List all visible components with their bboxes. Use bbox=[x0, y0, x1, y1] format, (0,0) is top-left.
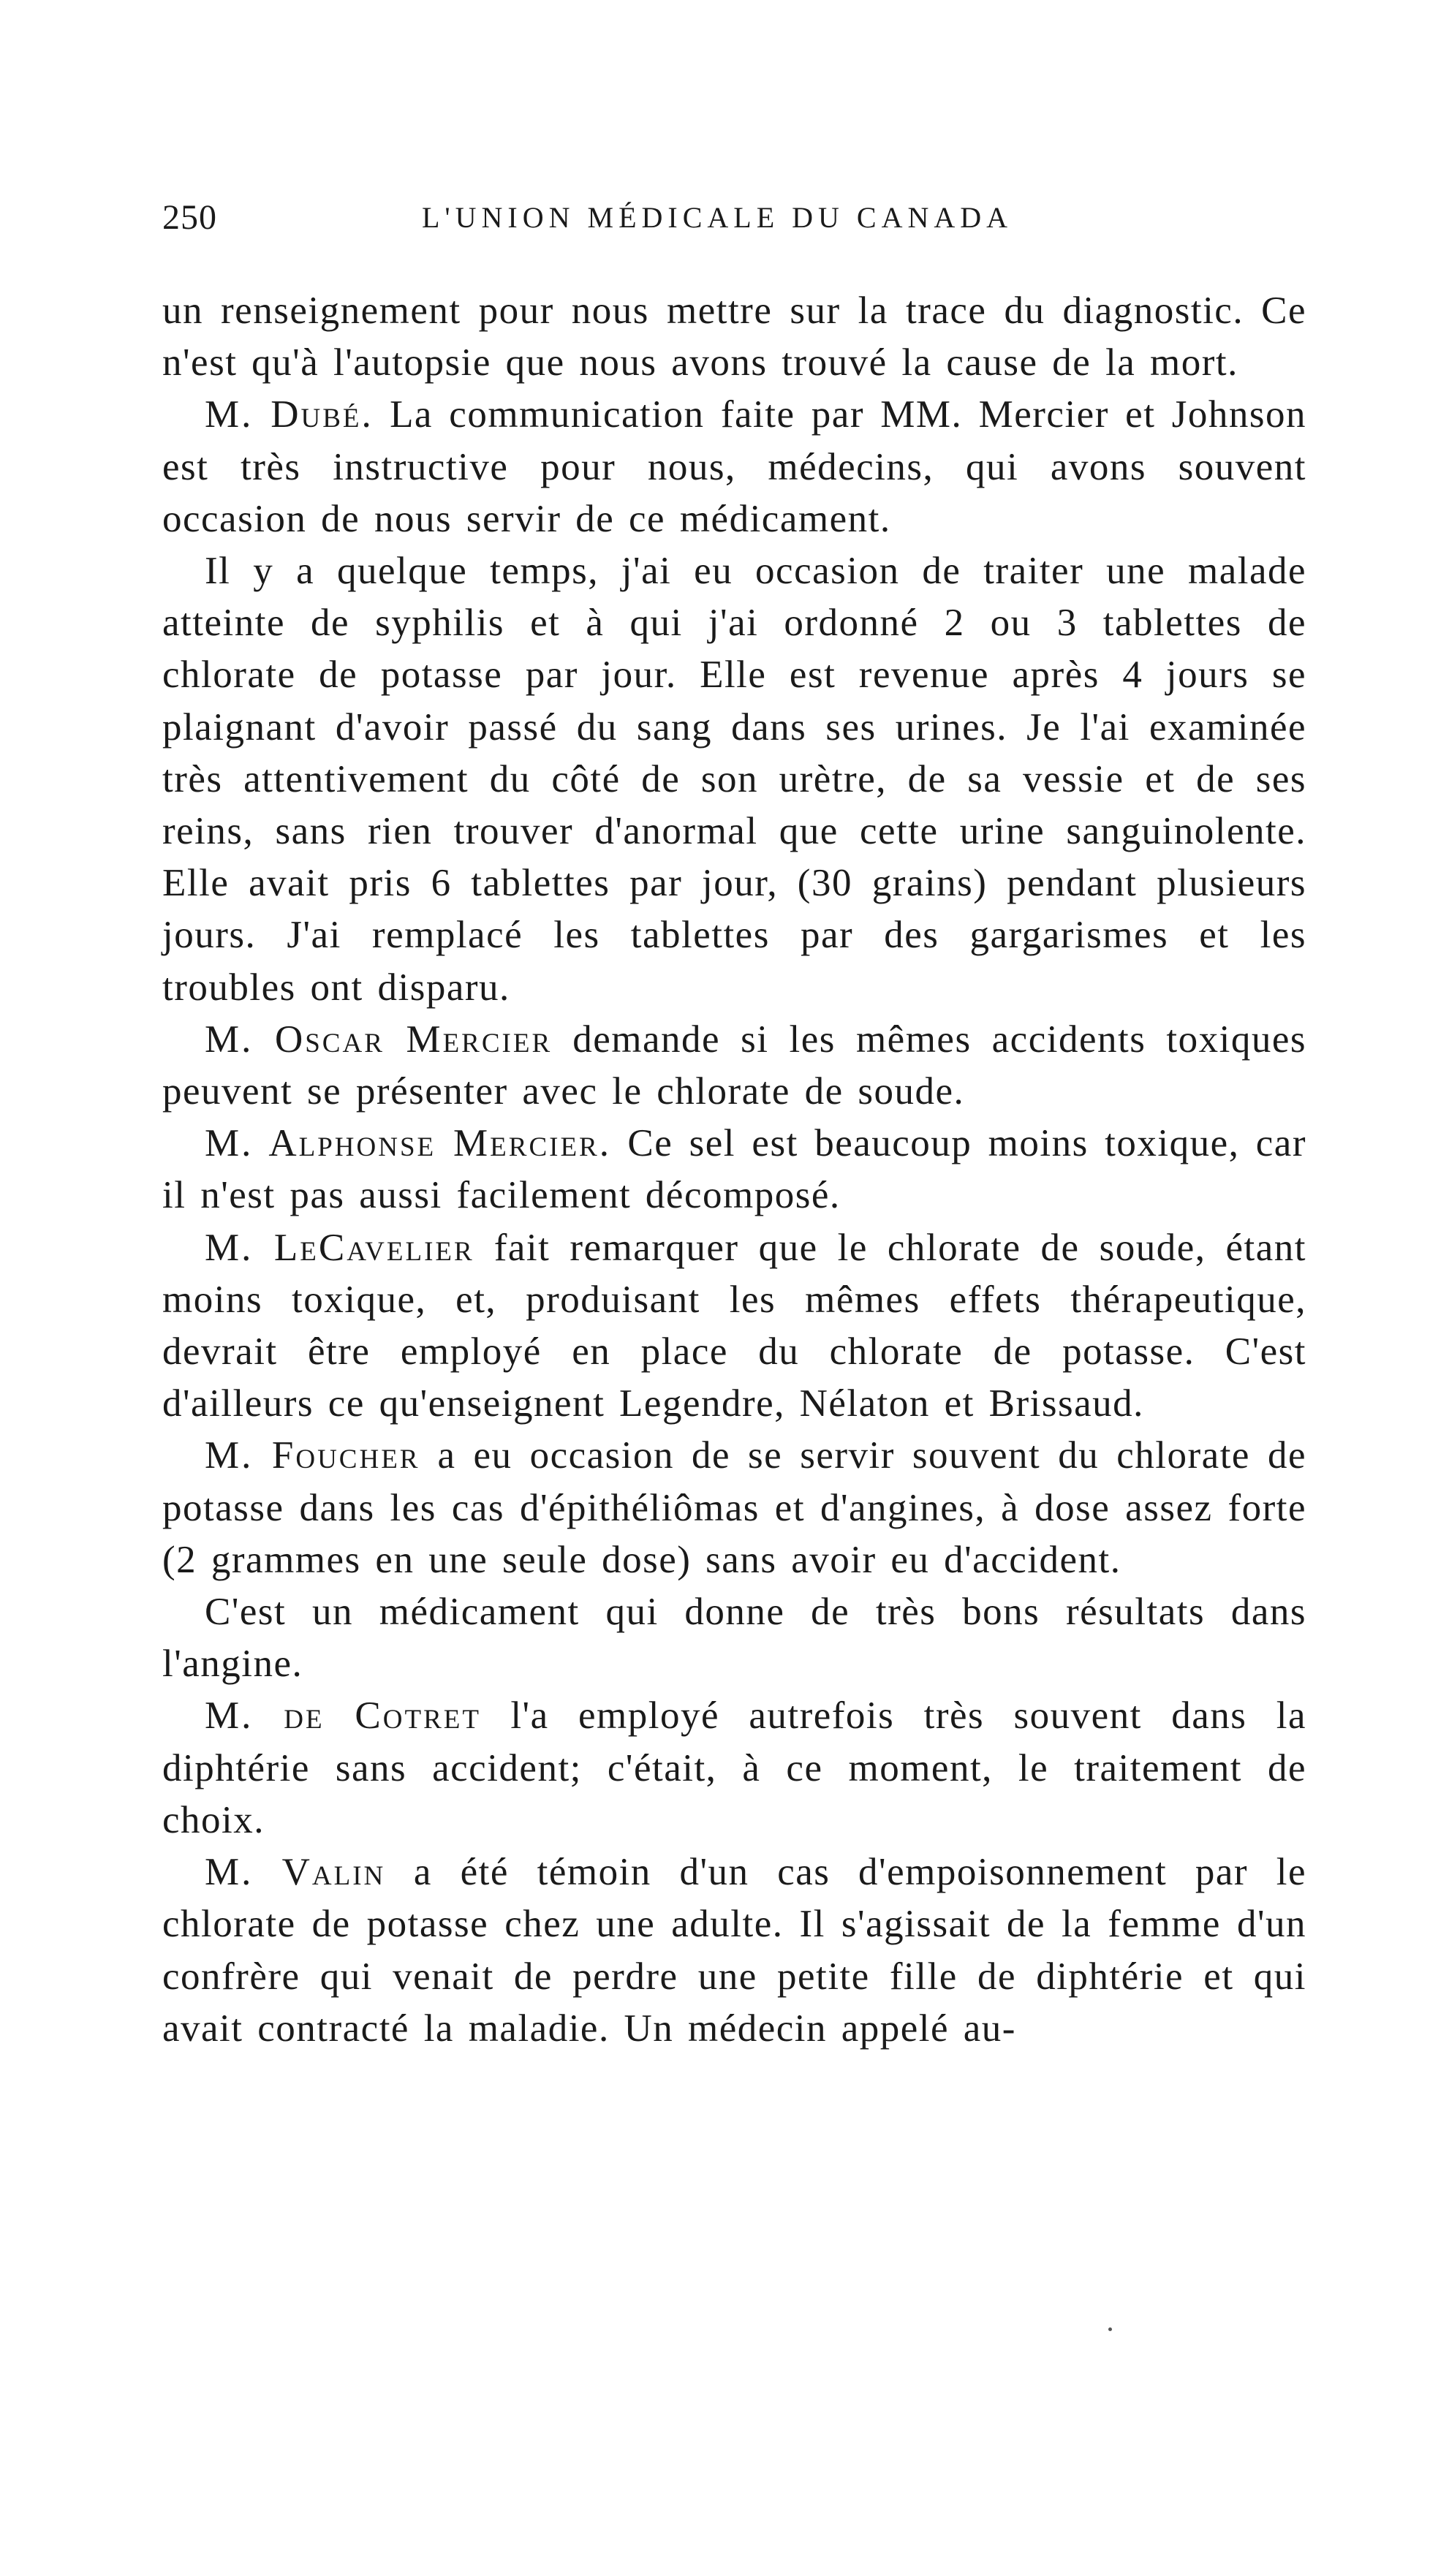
speaker-name: M. Valin bbox=[205, 1851, 386, 1894]
paragraph bbox=[162, 1586, 1306, 1690]
speaker-name: M. Foucher bbox=[205, 1434, 420, 1477]
speaker-name: M. Dubé. bbox=[205, 393, 374, 436]
paragraph-text: a eu occasion de se servir souvent du chlorate de potasse dans les cas d'épithéliômas et d'angines, à dose assez forte (2 grammes en une seule dose) sans avoir eu d'accident. bbox=[162, 1434, 1306, 1581]
speaker-name: M. Alphonse Mercier. bbox=[205, 1122, 611, 1165]
paragraph-text: fait remarquer que le chlorate de soude, étant moins toxique, et, produisant les mêmes effets thérapeutique, devrait être employé en place du chlorate de potasse. C'est d'ailleurs ce qu'enseignent Legendre, Nélaton et Brissaud. bbox=[162, 1226, 1306, 1425]
paragraph bbox=[162, 1118, 1306, 1221]
speaker-name: M. de Cotret bbox=[205, 1694, 481, 1738]
paragraph-text: l'a employé autrefois très souvent dans la diphtérie sans accident; c'était, à ce moment, le traitement de choix. bbox=[162, 1694, 1306, 1841]
paragraph-text: C'est un médicament qui donne de très bons résultats dans l'angine. bbox=[162, 1591, 1306, 1686]
page-number: 250 bbox=[162, 198, 217, 237]
paragraph bbox=[162, 1222, 1306, 1431]
paragraph-text: Ce sel est beaucoup moins toxique, car il n'est pas aussi facilement décomposé. bbox=[162, 1122, 1306, 1217]
running-head: L'UNION MÉDICALE DU CANADA bbox=[422, 201, 1013, 234]
paragraph-text: Il y a quelque temps, j'ai eu occasion de traiter une malade atteinte de syphilis et à qui j'ai ordonné 2 ou 3 tablettes de chlorate de potasse par jour. Elle est revenue après 4 jours se plaignant d'avoir passé du sang dans ses urines. Je l'ai examinée très attentivement du côté de son urètre, de sa vessie et de ses reins, sans rien trouver d'anormal que cette urine sanguinolente. Elle avait pris 6 tablettes par jour, (30 grains) pendant plusieurs jours. J'ai remplacé les tablettes par des gargarismes et les troubles ont disparu. bbox=[162, 550, 1306, 1009]
body-text bbox=[162, 285, 1306, 2055]
ink-speck bbox=[1108, 2327, 1112, 2331]
paragraph bbox=[162, 545, 1306, 1014]
paragraph bbox=[162, 1690, 1306, 1846]
paragraph bbox=[162, 389, 1306, 545]
speaker-name: M. Oscar Mercier bbox=[205, 1018, 553, 1061]
paragraph-text: demande si les mêmes accidents toxiques peuvent se présenter avec le chlorate de soude. bbox=[162, 1018, 1306, 1113]
paragraph-text: a été témoin d'un cas d'empoisonnement par le chlorate de potasse chez une adulte. Il s'agissait de la femme d'un confrère qui venait de perdre une petite fille de diphtérie et qui avait contracté la maladie. Un médecin appelé au- bbox=[162, 1851, 1306, 2050]
paragraph-text: un renseignement pour nous mettre sur la trace du diagnostic. Ce n'est qu'à l'autopsie que nous avons trouvé la cause de la mort. bbox=[162, 289, 1306, 384]
paragraph bbox=[162, 1430, 1306, 1586]
speaker-name: M. LeCavelier bbox=[205, 1226, 474, 1269]
paragraph bbox=[162, 1014, 1306, 1118]
paragraph-text: La communication faite par MM. Mercier et Johnson est très instructive pour nous, médecins, qui avons souvent occasion de nous servir de ce médicament. bbox=[162, 393, 1306, 540]
page-header bbox=[162, 197, 1274, 241]
paragraph bbox=[162, 1846, 1306, 2055]
paragraph bbox=[162, 285, 1306, 389]
